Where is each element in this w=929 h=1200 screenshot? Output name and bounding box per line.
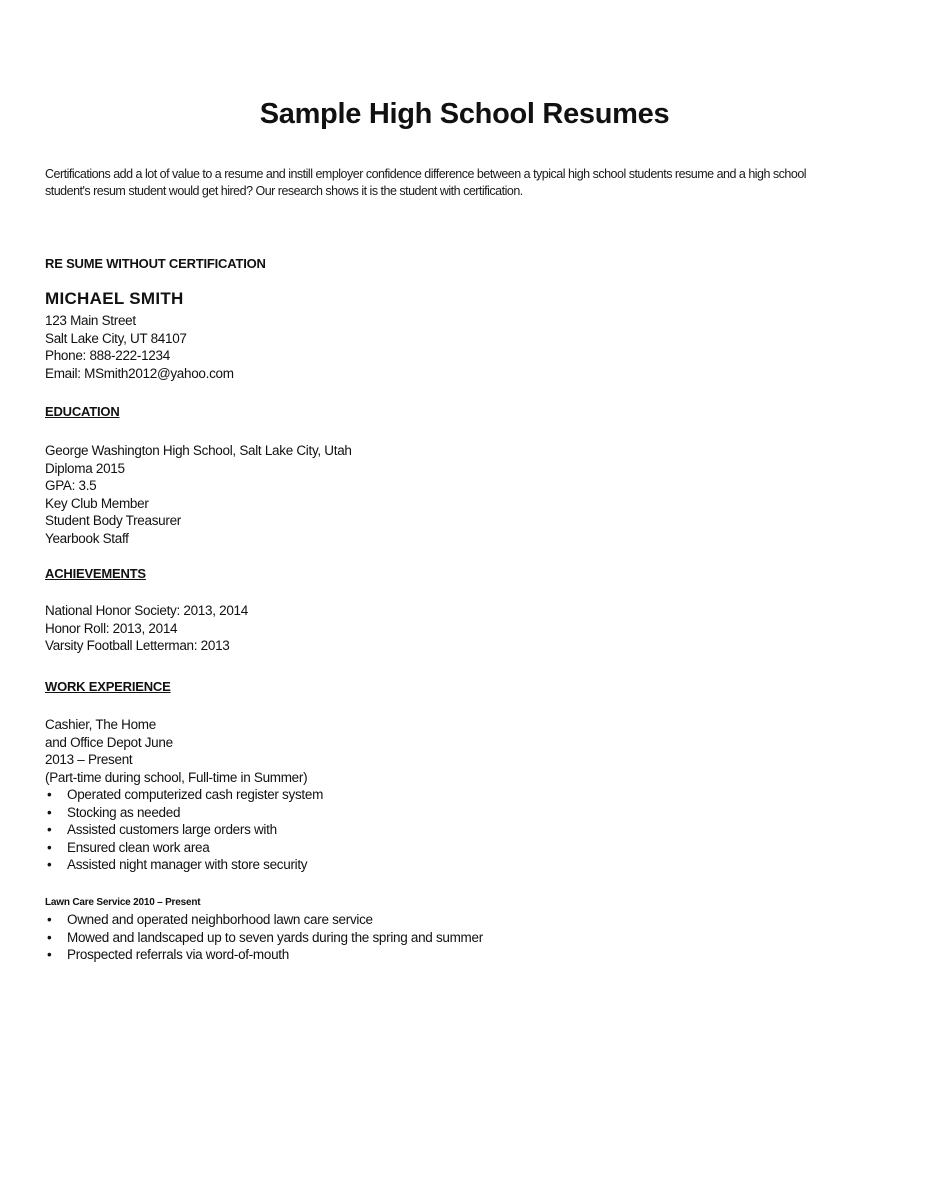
achievement-line: Honor Roll: 2013, 2014 bbox=[45, 620, 178, 636]
contact-block bbox=[45, 289, 865, 382]
job-duty-bullet: • Assisted customers large orders with bbox=[45, 821, 865, 839]
job-duty-bullet: • Assisted night manager with store security bbox=[45, 856, 865, 874]
job-title-line: Cashier, The Home bbox=[45, 717, 156, 732]
education-line: Yearbook Staff bbox=[45, 530, 129, 546]
job-duty-bullet: • Mowed and landscaped up to seven yards during the spring and summer bbox=[45, 929, 865, 947]
education-line: Student Body Treasurer bbox=[45, 513, 181, 528]
achievements-heading: ACHIEVEMENTS bbox=[45, 566, 146, 581]
page-title: Sample High School Resumes bbox=[259, 98, 670, 130]
job-duty-bullet: • Owned and operated neighborhood lawn care service bbox=[45, 911, 865, 929]
job-employer-line: and Office Depot June bbox=[45, 734, 173, 750]
education-line: George Washington High School, Salt Lake City, Utah bbox=[45, 443, 352, 458]
education-line: GPA: 3.5 bbox=[45, 478, 97, 493]
job-duty-bullet: • Ensured clean work area bbox=[45, 839, 865, 857]
city-line: Salt Lake City, UT 84107 bbox=[45, 330, 187, 346]
job-schedule-line: (Part-time during school, Full-time in Summer) bbox=[45, 769, 308, 785]
education-block bbox=[45, 442, 865, 547]
intro-paragraph: Certifications add a lot of value to a resume and instill employer confidence difference between a typical high school students resume and a high school student's resum student would get hired? Our research shows it is the student with certification. bbox=[45, 167, 807, 198]
phone-line: Phone: 888-222-1234 bbox=[45, 348, 170, 363]
second-job-block bbox=[45, 911, 865, 964]
address-line: 123 Main Street bbox=[45, 313, 136, 328]
work-experience-heading: WORK EXPERIENCE bbox=[45, 679, 171, 694]
work-experience-block bbox=[45, 716, 865, 874]
education-line: Key Club Member bbox=[45, 495, 149, 511]
job-duty-bullet: • Prospected referrals via word-of-mouth bbox=[45, 946, 865, 964]
job-duty-bullet: • Stocking as needed bbox=[45, 804, 865, 822]
education-heading: EDUCATION bbox=[45, 404, 120, 419]
candidate-name: MICHAEL SMITH bbox=[45, 289, 184, 308]
job-duty-bullet: • Operated computerized cash register system bbox=[45, 786, 865, 804]
education-line: Diploma 2015 bbox=[45, 460, 125, 476]
resume-type-heading: RE SUME WITHOUT CERTIFICATION bbox=[45, 256, 266, 271]
achievement-line: National Honor Society: 2013, 2014 bbox=[45, 603, 248, 618]
achievement-line: Varsity Football Letterman: 2013 bbox=[45, 638, 230, 653]
second-job-title: Lawn Care Service 2010 – Present bbox=[45, 897, 201, 908]
email-line: Email: MSmith2012@yahoo.com bbox=[45, 365, 234, 381]
job-dates-line: 2013 – Present bbox=[45, 752, 133, 767]
achievements-block bbox=[45, 602, 865, 655]
